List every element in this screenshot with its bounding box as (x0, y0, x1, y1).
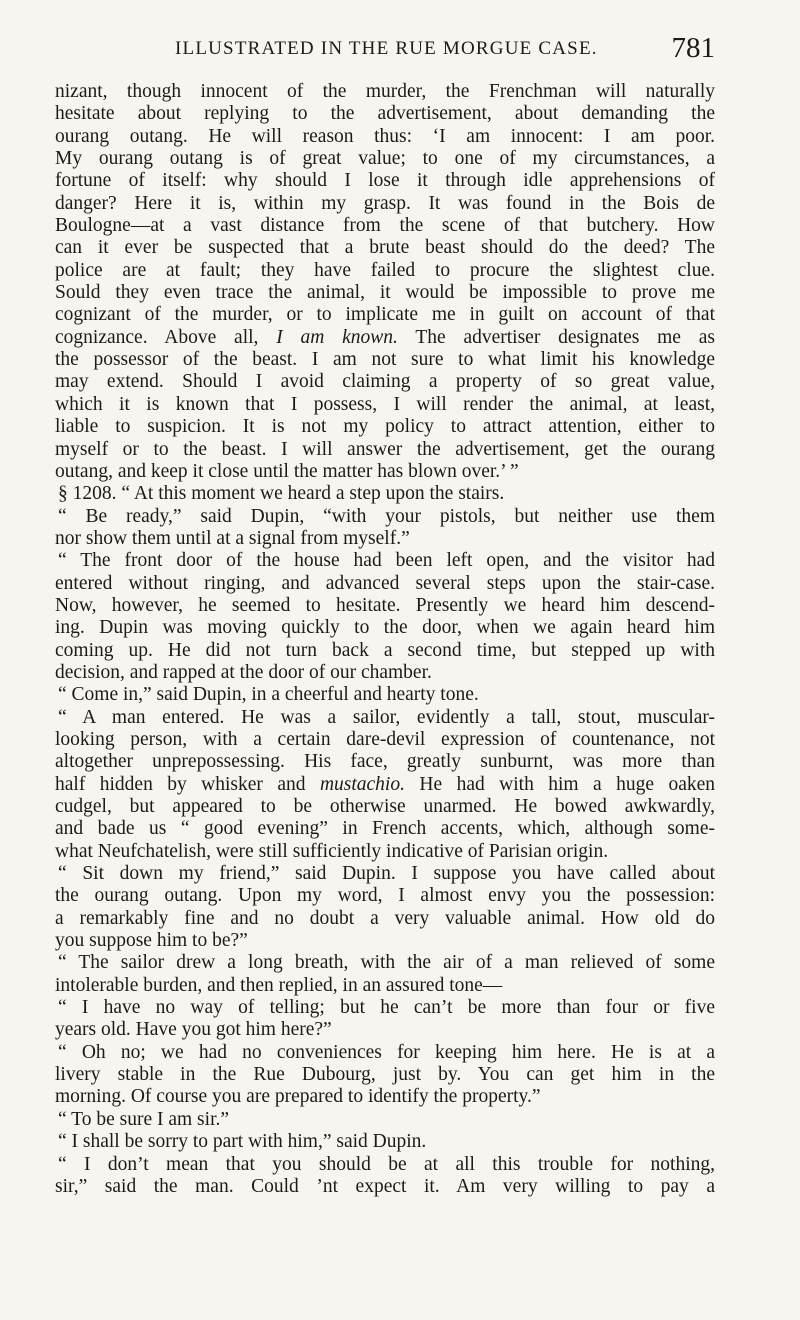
text-line: a remarkably fine and no doubt a very valuable animal. How old do (55, 907, 715, 929)
text-line: nizant, though innocent of the murder, the Frenchman will naturally (55, 81, 715, 102)
text-line: liable to suspicion. It is not my policy to attract attention, either to (55, 416, 715, 438)
text-line: “ To be sure I am sir.” (58, 1108, 230, 1130)
text-line: “ Be ready,” said Dupin, “with your pistols, but neither use them (58, 505, 715, 527)
text-span: cognizance. Above all, (55, 326, 259, 348)
text-line: “ I shall be sorry to part with him,” said Dupin. (58, 1131, 427, 1153)
text-span: half hidden by whisker and (55, 773, 306, 795)
text-line: livery stable in the Rue Dubourg, just by. You can get him in the (55, 1064, 715, 1086)
text-line: My ourang outang is of great value; to one of my circumstances, a (55, 148, 715, 170)
text-line-mixed (55, 774, 715, 796)
text-line-mixed (55, 327, 715, 349)
running-head (55, 32, 715, 72)
text-line: “ Sit down my friend,” said Dupin. I suppose you have called about (58, 863, 715, 885)
text-line: police are at fault; they have failed to procure the slightest clue. (55, 259, 715, 281)
text-line: sir,” said the man. Could ’nt expect it. Am very willing to pay a (55, 1175, 715, 1197)
text-line: and bade us “ good evening” in French accents, which, although some- (55, 818, 715, 840)
text-span: He had with him a huge oaken (404, 773, 715, 795)
text-span: The advertiser designates me as (397, 326, 715, 348)
text-line: “ The front door of the house had been left open, and the visitor had (58, 550, 715, 572)
text-line: “ I don’t mean that you should be at all this trouble for nothing, (58, 1153, 715, 1175)
text-line: decision, and rapped at the door of our chamber. (55, 661, 432, 683)
text-line: the possessor of the beast. I am not sure to what limit his knowledge (55, 349, 715, 371)
text-line: cognizant of the murder, or to implicate me in guilt on account of that (55, 304, 715, 326)
text-line: years old. Have you got him here?” (55, 1019, 332, 1041)
text-line: nor show them until at a signal from myself.” (55, 527, 410, 549)
text-line: ourang outang. He will reason thus: ‘I am innocent: I am poor. (55, 125, 715, 147)
text-line: the ourang outang. Upon my word, I almost envy you the possession: (55, 885, 715, 907)
text-line: morning. Of course you are prepared to identify the property.” (55, 1086, 541, 1108)
text-line: “ The sailor drew a long breath, with the air of a man relieved of some (58, 952, 715, 974)
text-line: altogether unprepossessing. His face, greatly sunburnt, was more than (55, 751, 715, 773)
text-line: ing. Dupin was moving quickly to the door, when we again heard him (55, 617, 715, 639)
text-line: “ Oh no; we had no conveniences for keeping him here. He is at a (58, 1041, 715, 1063)
text-line: looking person, with a certain dare-devil expression of countenance, not (55, 728, 715, 750)
text-line: fortune of itself: why should I lose it through idle apprehensions of (55, 170, 715, 192)
running-title: ILLUSTRATED IN THE RUE MORGUE CASE. (175, 38, 598, 59)
text-line: cudgel, but appeared to be otherwise unarmed. He bowed awkwardly, (55, 796, 715, 817)
text-line: “ Come in,” said Dupin, in a cheerful and hearty tone. (58, 684, 479, 706)
text-line: which it is known that I possess, I will render the animal, at least, (55, 393, 715, 415)
text-line: outang, and keep it close until the matter has blown over.’ ” (55, 460, 519, 482)
text-line: “ I have no way of telling; but he can’t be more than four or five (58, 997, 715, 1019)
text-line: Boulogne—at a vast distance from the scene of that butchery. How (55, 215, 715, 237)
text-line: what Neufchatelish, were still sufficiently indicative of Parisian origin. (55, 840, 609, 862)
text-line: “ A man entered. He was a sailor, evidently a tall, stout, muscular- (58, 706, 715, 728)
text-line: Sould they even trace the animal, it would be impossible to prove me (55, 282, 715, 304)
text-line: Now, however, he seemed to hesitate. Presently we heard him descend- (55, 594, 715, 616)
text-line: myself or to the beast. I will answer the advertisement, get the ourang (55, 438, 715, 460)
text-line: coming up. He did not turn back a second time, but stepped up with (55, 639, 715, 661)
page-number: 781 (671, 32, 715, 64)
text-line: hesitate about replying to the advertisement, about demanding the (55, 103, 715, 125)
body-text (55, 81, 715, 1198)
text-line: intolerable burden, and then replied, in an assured tone— (55, 974, 503, 996)
text-line: danger? Here it is, within my grasp. It was found in the Bois de (55, 192, 715, 214)
text-line: you suppose him to be?” (55, 930, 248, 952)
text-line: entered without ringing, and advanced several steps upon the stair-case. (55, 572, 715, 594)
italic-span: I am known. (276, 326, 398, 348)
section-line: § 1208. “ At this moment we heard a step upon the stairs. (58, 483, 505, 505)
italic-span: mustachio. (319, 773, 405, 795)
text-line: can it ever be suspected that a brute beast should do the deed? The (55, 237, 715, 259)
text-line: may extend. Should I avoid claiming a property of so great value, (55, 371, 715, 393)
